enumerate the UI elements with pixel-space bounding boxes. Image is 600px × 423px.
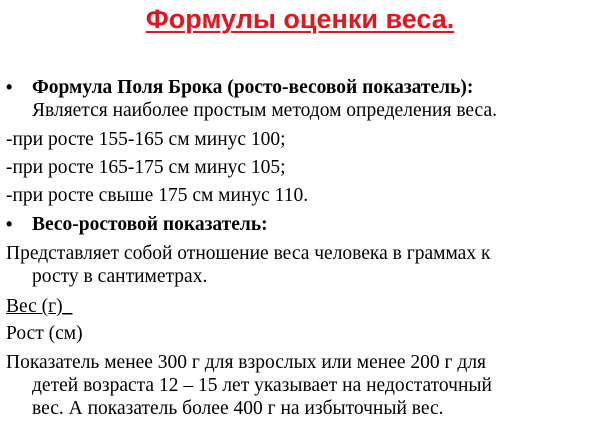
- slide-title: Формулы оценки веса.: [145, 4, 455, 34]
- conclusion-line-1: Показатель менее 300 г для взрослых или менее 200 г для: [6, 352, 487, 373]
- broca-rule-2: -при росте 165-175 см минус 105;: [6, 157, 286, 178]
- formula-denominator: Рост (см): [6, 323, 83, 344]
- conclusion-line-2: детей возраста 12 – 15 лет указывает на недостаточный: [32, 375, 492, 396]
- index-heading: Весо-ростовой показатель:: [32, 214, 268, 235]
- broca-description: Является наиболее простым методом определения веса.: [32, 100, 497, 121]
- broca-heading-line: [6, 76, 473, 99]
- broca-rule-1: -при росте 155-165 см минус 100;: [6, 129, 286, 150]
- bullet-icon: •: [6, 77, 13, 97]
- conclusion-line-3: вес. А показатель более 400 г на избыточный вес.: [32, 398, 444, 419]
- bullet-icon: •: [6, 214, 13, 234]
- formula-numerator: Вес (г)_: [6, 296, 73, 317]
- index-description-line-2: росту в сантиметрах.: [32, 266, 208, 287]
- broca-rule-3: -при росте свыше 175 см минус 110.: [6, 185, 309, 206]
- broca-heading: Формула Поля Брока (росто-весовой показатель):: [32, 77, 474, 98]
- index-description-line-1: Представляет собой отношение веса человека в граммах к: [6, 243, 491, 264]
- index-heading-line: [6, 213, 268, 236]
